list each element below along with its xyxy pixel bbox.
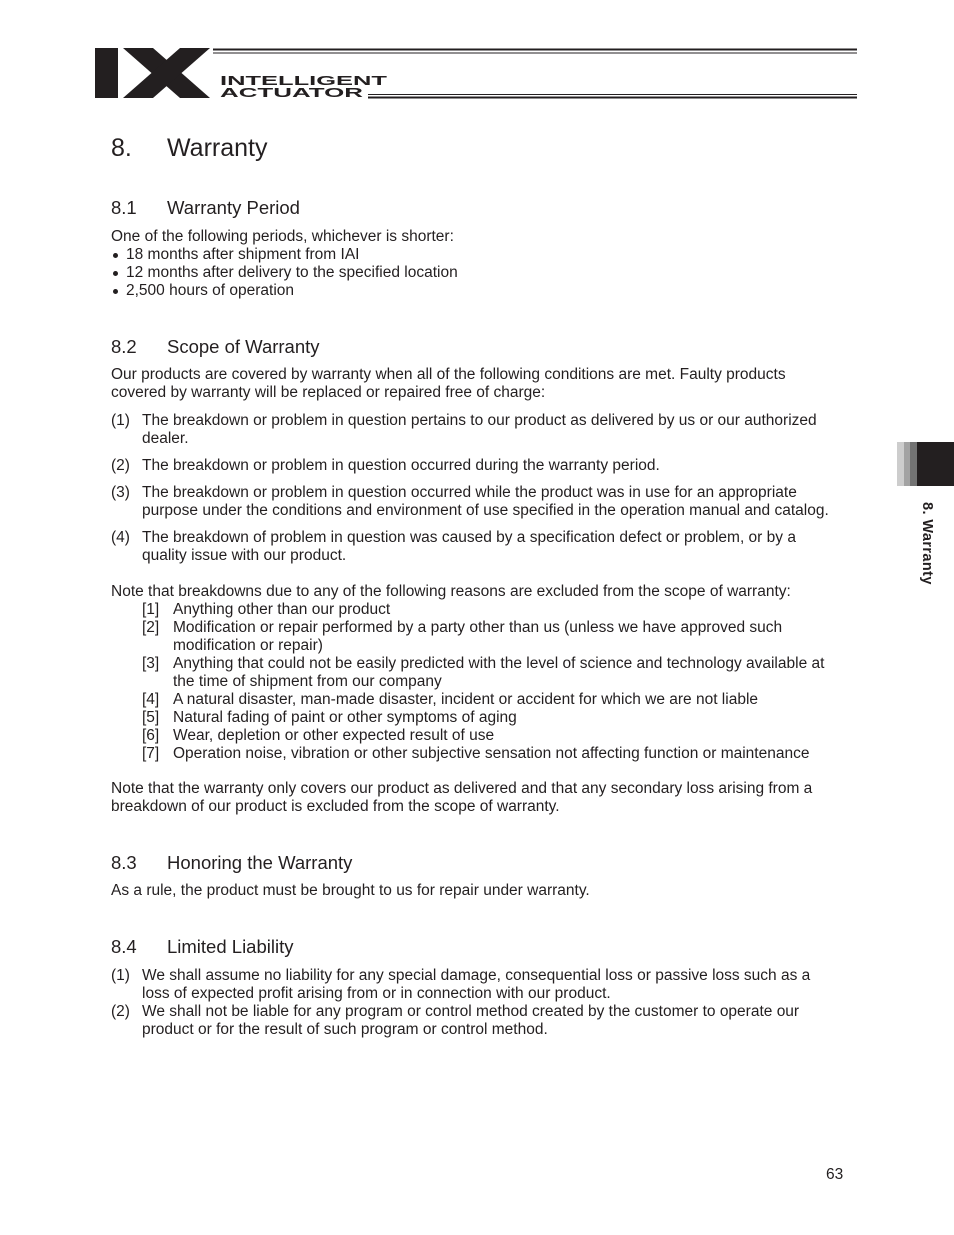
section-number: 8.3 [111, 852, 137, 873]
item-text-line: The breakdown of problem in question was caused by a specification defect or problem, or by a [142, 529, 796, 546]
item-text-line: We shall not be liable for any program or control method created by the customer to operate our [142, 1003, 800, 1020]
section-heading-8-4 [111, 936, 293, 958]
chapter-tab [897, 442, 954, 486]
item-text [111, 709, 517, 727]
item-text [111, 412, 817, 448]
list-item [111, 282, 294, 300]
item-text-line: We shall assume no liability for any special damage, consequential loss or passive loss such as a [142, 967, 811, 984]
item-label: [4] [142, 691, 160, 708]
item-label: (3) [111, 484, 130, 501]
item-text [111, 655, 824, 691]
item-text [111, 967, 810, 1003]
section-title: Limited Liability [167, 936, 294, 957]
chapter-title: Warranty [167, 134, 268, 162]
paragraph-line: breakdown of our product is excluded from the scope of warranty. [111, 798, 560, 815]
item-label: (1) [111, 412, 130, 429]
item-text [111, 745, 809, 763]
honoring-paragraph: As a rule, the product must be brought to us for repair under warranty. [111, 882, 590, 899]
condition-item [111, 484, 829, 520]
exclusions-intro: Note that breakdowns due to any of the following reasons are excluded from the scope of warranty: [111, 583, 791, 600]
item-text-line: Anything other than our product [173, 601, 391, 618]
item-text-line: modification or repair) [173, 637, 323, 654]
condition-item [111, 529, 796, 565]
bullet-icon [113, 271, 118, 276]
exclusion-item [111, 709, 517, 727]
item-text-line: Anything that could not be easily predicted with the level of science and technology available at [173, 655, 825, 672]
bullet-icon [113, 253, 118, 258]
tab-stripe-light [897, 442, 904, 486]
item-label: [7] [142, 745, 160, 762]
liability-item [111, 1003, 799, 1039]
exclusion-item [111, 691, 758, 709]
item-text [111, 1003, 799, 1039]
bullet-icon [113, 289, 118, 294]
paragraph-line: covered by warranty will be replaced or repaired free of charge: [111, 384, 546, 401]
section-title: Honoring the Warranty [167, 852, 353, 873]
chapter-number: 8. [111, 134, 132, 162]
item-label: (2) [111, 1003, 130, 1020]
item-text-line: dealer. [142, 430, 189, 447]
header-logo [0, 0, 954, 110]
item-text-line: Natural fading of paint or other symptoms of aging [173, 709, 517, 726]
item-text-line: the time of shipment from our company [173, 673, 442, 690]
logo-text-actuator: ACTUATOR [220, 86, 363, 100]
section-number: 8.4 [111, 936, 137, 957]
item-text-line: A natural disaster, man-made disaster, incident or accident for which we are not liable [173, 691, 759, 708]
scope-intro-paragraph [111, 366, 786, 402]
section-number: 8.1 [111, 197, 137, 218]
item-text-line: The breakdown or problem in question occurred while the product was in use for an appropriate [142, 484, 797, 501]
item-text [111, 691, 758, 709]
item-text-line: The breakdown or problem in question pertains to our product as delivered by us or our authorized [142, 412, 817, 429]
section-heading-8-3 [111, 852, 352, 874]
condition-item [111, 412, 817, 448]
item-text-line: product or for the result of such program or control method. [142, 1021, 548, 1038]
logo-text-intelligent: INTELLIGENT [220, 74, 388, 88]
scope-closing-paragraph [111, 780, 812, 816]
side-tab-label: 8. Warranty [919, 502, 935, 585]
item-text-line: loss of expected profit arising from or in connection with our product. [142, 985, 611, 1002]
item-label: [6] [142, 727, 160, 744]
item-label: (4) [111, 529, 130, 546]
item-label: [5] [142, 709, 160, 726]
ix-logo-mark [95, 48, 210, 98]
exclusion-item [111, 745, 809, 763]
tab-stripe-dark [910, 442, 917, 486]
item-label: (1) [111, 967, 130, 984]
section-title: Scope of Warranty [167, 336, 320, 357]
warranty-period-intro: One of the following periods, whichever is shorter: [111, 228, 454, 245]
item-text-line: quality issue with our product. [142, 547, 347, 564]
item-text-line: Operation noise, vibration or other subjective sensation not affecting function or maintenance [173, 745, 810, 762]
list-item [111, 264, 458, 282]
item-text-line: The breakdown or problem in question occurred during the warranty period. [142, 457, 660, 474]
section-heading-8-1 [111, 197, 300, 219]
list-item-text: 12 months after delivery to the specified location [126, 264, 458, 281]
list-item-text: 2,500 hours of operation [126, 282, 295, 299]
section-number: 8.2 [111, 336, 137, 357]
item-text [111, 529, 796, 565]
exclusion-item [111, 619, 782, 655]
item-text-line: purpose under the conditions and environment of use specified in the operation manual and catalog. [142, 502, 829, 519]
item-label: [3] [142, 655, 160, 672]
exclusion-item [111, 727, 494, 745]
item-label: [2] [142, 619, 160, 636]
section-title: Warranty Period [167, 197, 300, 218]
paragraph-line: Our products are covered by warranty when all of the following conditions are met. Faulty products [111, 366, 786, 383]
list-item-text: 18 months after shipment from IAI [126, 246, 360, 263]
item-text [111, 727, 494, 745]
item-text [111, 619, 782, 655]
item-text [111, 457, 660, 475]
item-label: [1] [142, 601, 160, 618]
tab-block [917, 442, 954, 486]
item-label: (2) [111, 457, 130, 474]
exclusion-item [111, 601, 390, 619]
list-item [111, 246, 359, 264]
condition-item [111, 457, 660, 475]
item-text [111, 484, 829, 520]
paragraph-line: Note that the warranty only covers our product as delivered and that any secondary loss arising from a [111, 780, 813, 797]
section-heading-8-2 [111, 336, 320, 358]
liability-item [111, 967, 810, 1003]
page-title [111, 133, 267, 163]
item-text-line: Modification or repair performed by a party other than us (unless we have approved such [173, 619, 783, 636]
exclusion-item [111, 655, 824, 691]
item-text-line: Wear, depletion or other expected result of use [173, 727, 495, 744]
page-number: 63 [826, 1166, 844, 1183]
